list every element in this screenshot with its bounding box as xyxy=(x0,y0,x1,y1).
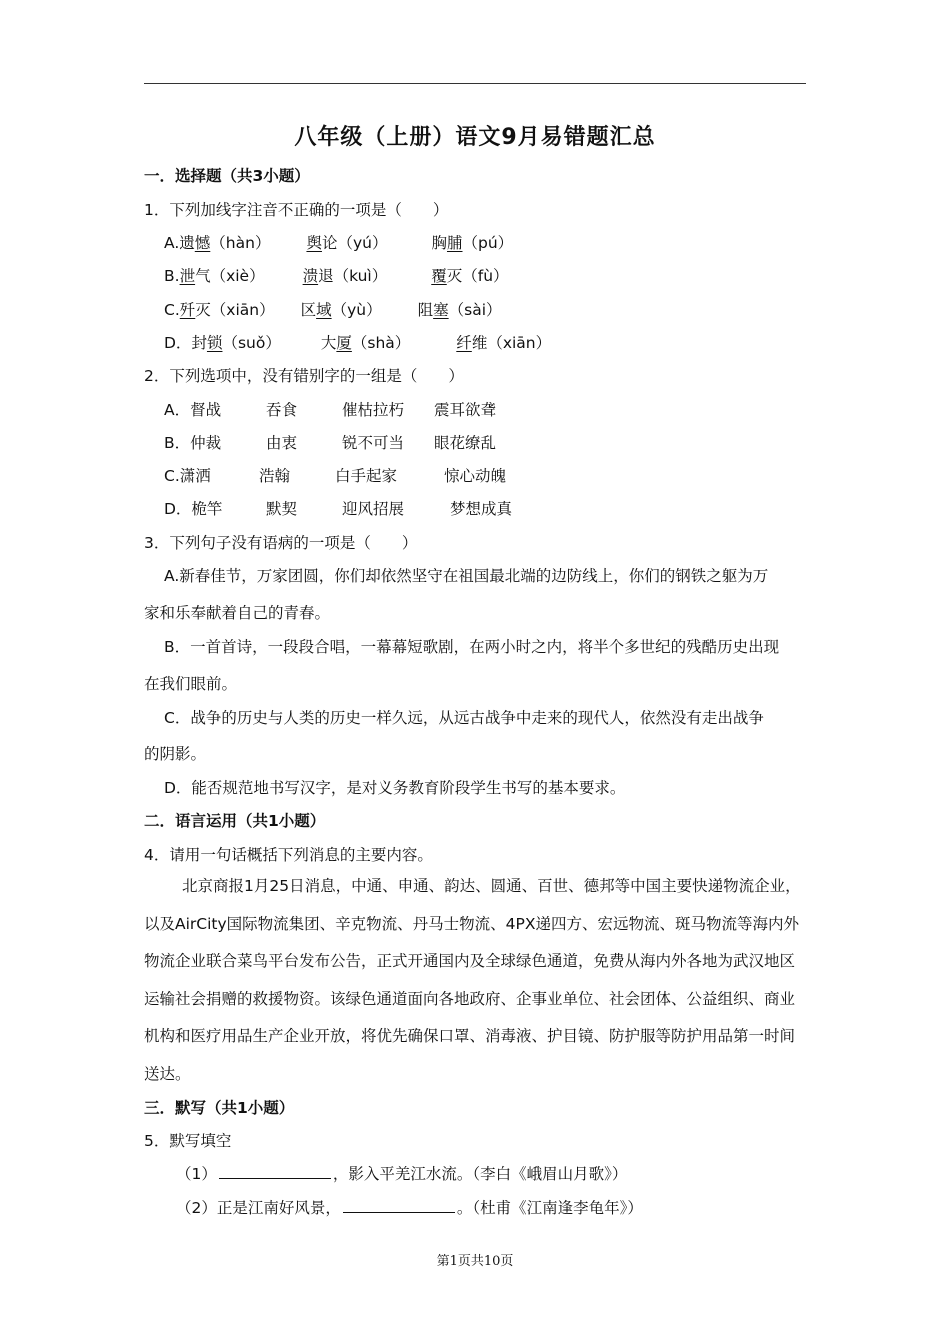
underlined-char: 塞 xyxy=(433,301,449,319)
option-label: A. xyxy=(164,234,180,252)
question-3-option-b-line1: B．一首首诗，一段段合唱，一幕幕短歌剧，在两小时之内，将半个多世纪的残酷历史出现 xyxy=(164,638,780,656)
option-label: D． xyxy=(164,334,192,352)
question-4-stem: 4．请用一句话概括下列消息的主要内容。 xyxy=(144,846,433,864)
question-4-passage: 北京商报1月25日消息，中通、申通、韵达、圆通、百世、德邦等中国主要快递物流企业，以及AirCity国际物流集团、辛克物流、丹马士物流、4PX递四方、宏远物流、斑马物流等海内外物流企业联合菜鸟平台发布公告，正式开通国内及全球绿色通道，免费从海内外各地为武汉地区运输社会捐赠的救援物资。该绿色通道面向各地政府、企事业单位、社会团体、公益组织、商业机构和医疗用品生产企业开放，将优先确保口罩、消毒液、护目镜、防护服等防护用品第一时间送达。 xyxy=(144,877,801,1083)
section-heading-1: 一．选择题（共3小题） xyxy=(144,167,310,185)
page-footer: 第1页共10页 xyxy=(436,1254,514,1269)
question-5-stem: 5．默写填空 xyxy=(144,1132,232,1150)
underlined-char: 溃 xyxy=(302,267,319,285)
fill-blank-2[interactable] xyxy=(343,1198,455,1213)
underlined-char: 覆 xyxy=(431,267,447,285)
question-1-option-d: D．封锁（suǒ） 大厦（shà） 纤维（xiān） xyxy=(164,334,552,352)
question-3-stem: 3．下列句子没有语病的一项是（ ） xyxy=(144,534,418,552)
section-heading-3: 三．默写（共1小题） xyxy=(144,1099,295,1117)
underlined-char: 泄 xyxy=(179,267,196,285)
underlined-char: 脯 xyxy=(446,234,463,252)
option-label: B. xyxy=(164,267,180,285)
question-2-stem: 2．下列选项中，没有错别字的一组是（ ） xyxy=(144,367,464,385)
question-3-option-a-line2: 家和乐奉献着自己的青春。 xyxy=(144,604,331,622)
question-5-line-2: （2）正是江南好风景， 。（杜甫《江南逢李龟年》） xyxy=(176,1199,643,1217)
question-1-option-a: A.遗憾（hàn） 舆论（yú） 胸脯（pú） xyxy=(164,234,514,252)
option-label: C. xyxy=(164,301,180,319)
fill-blank-1[interactable] xyxy=(219,1164,331,1179)
underlined-char: 锁 xyxy=(206,334,223,352)
question-3-option-a-line1: A.新春佳节，万家团圆，你们却依然坚守在祖国最北端的边防线上，你们的钢铁之躯为万 xyxy=(164,567,769,585)
document-title: 八年级（上册）语文9月易错题汇总 xyxy=(294,125,656,150)
question-3-option-c-line2: 的阴影。 xyxy=(144,745,207,763)
question-3-option-b-line2: 在我们眼前。 xyxy=(144,675,238,693)
header-rule xyxy=(144,83,806,84)
question-1-option-c: C.歼灭（xiān） 区域（yù） 阻塞（sài） xyxy=(164,301,502,319)
question-3-option-c-line1: C．战争的历史与人类的历史一样久远，从远古战争中走来的现代人，依然没有走出战争 xyxy=(164,709,764,727)
question-1-stem: 1．下列加线字注音不正确的一项是（ ） xyxy=(144,201,449,219)
underlined-char: 域 xyxy=(316,301,332,319)
underlined-char: 憾 xyxy=(194,234,211,252)
section-heading-2: 二．语言运用（共1小题） xyxy=(144,812,326,830)
question-1-option-b: B.泄气（xiè） 溃退（kuì） 覆灭（fù） xyxy=(164,267,509,285)
underlined-char: 纤 xyxy=(456,334,472,352)
underlined-char: 厦 xyxy=(336,334,352,352)
question-3-option-d: D．能否规范地书写汉字，是对义务教育阶段学生书写的基本要求。 xyxy=(164,779,626,797)
question-5-line-1: （1） ，影入平羌江水流。（李白《峨眉山月歌》） xyxy=(176,1165,628,1183)
underlined-char: 歼 xyxy=(179,301,196,319)
underlined-char: 舆 xyxy=(306,234,322,252)
